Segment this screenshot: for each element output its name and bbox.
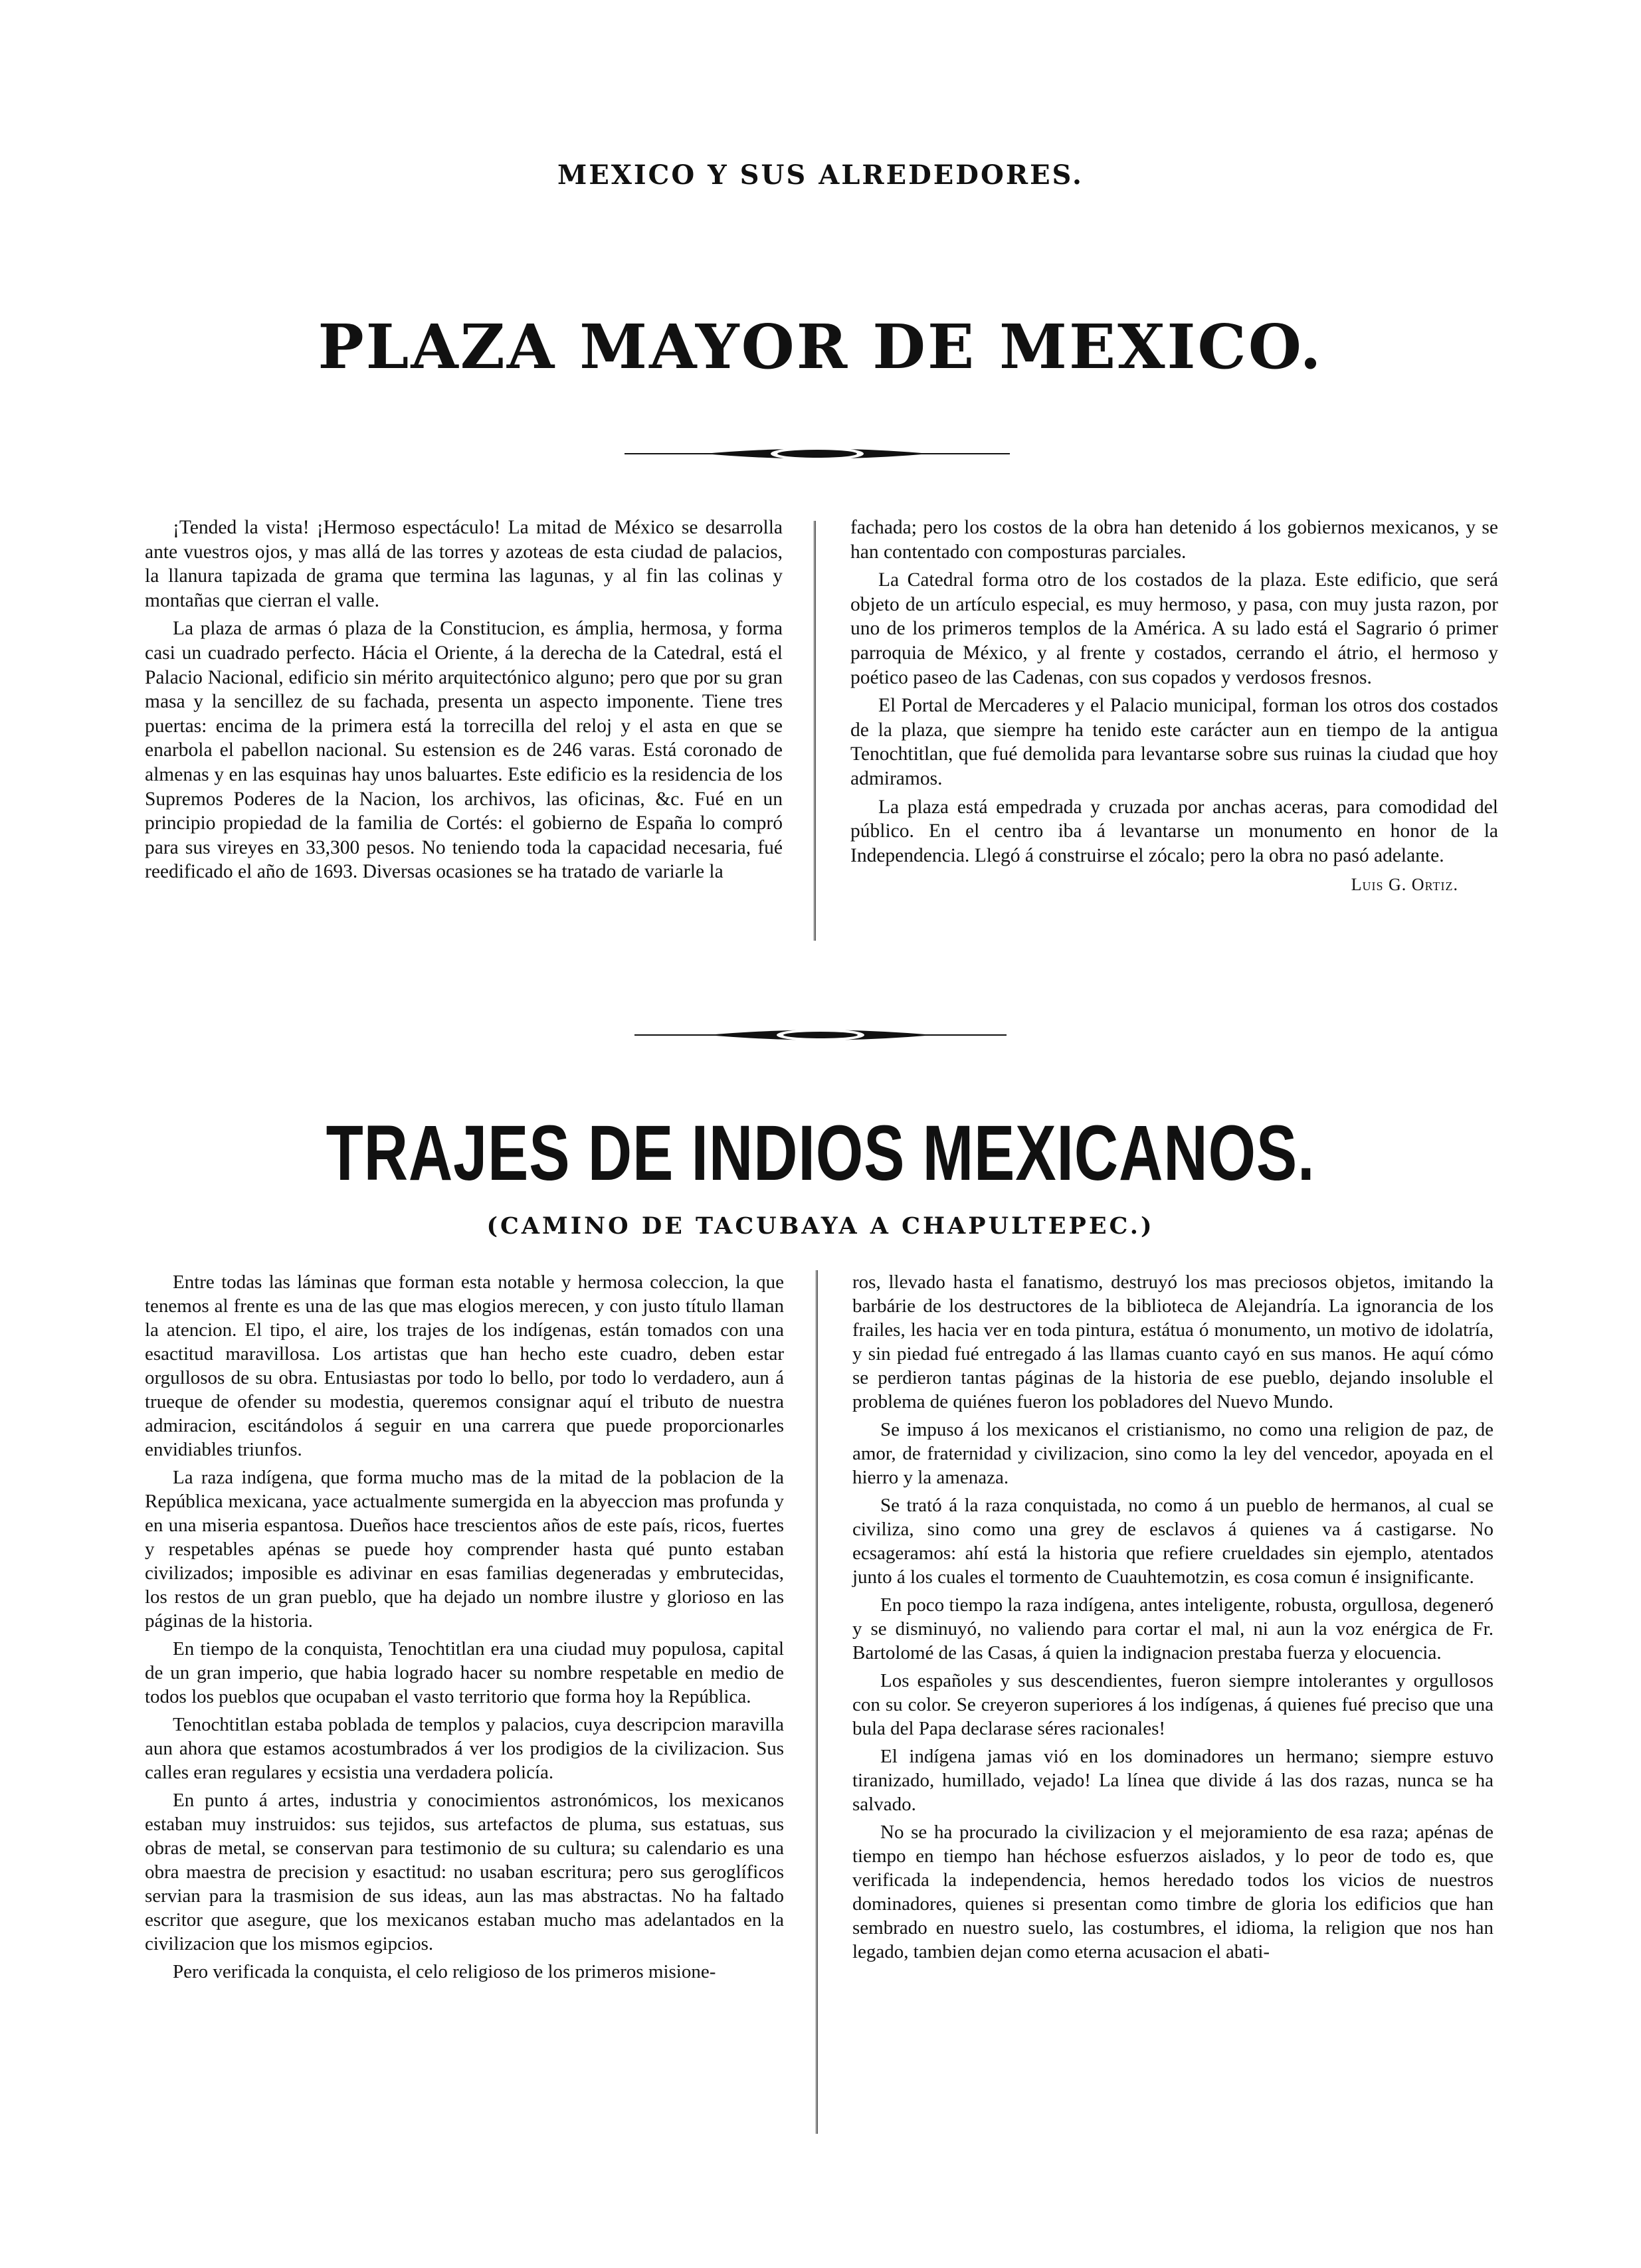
paragraph: ros, llevado hasta el fanatismo, destruyó los mas preciosos objetos, imitando la barbárie de los destructores de la biblioteca de Alejandría. La ignorancia de los frailes, les hacia ver en toda pintura, estátua ó monumento, un motivo de idolatría, y sin piedad fué entregado á las llamas cuanto cayó en sus manos. He aquí cómo se perdieron tantas páginas de la historia de ese pueblo, dejando insoluble el problema de quiénes fueron los pobladores del Nuevo Mundo. [852,1272,1494,1412]
article1-right-column [850,516,1498,898]
article-subtitle: (CAMINO DE TACUBAYA A CHAPULTEPEC.) [486,1212,1155,1240]
paragraph: No se ha procurado la civilizacion y el mejoramiento de esa raza; apénas de tiempo en tiempo han héchose esfuerzos aislados, y lo peor de todo es, que verificada la independencia, hemos heredado todos los vicios de nuestros dominadores, quienes si presentan como timbre de gloria los edificios que han sembrado en nuestro suelo, las costumbres, el idioma, la religion que nos han legado, tambien dejan como eterna acusacion el abati- [852,1822,1494,1962]
ornamental-divider-1 [625,445,1010,462]
column-rule-1 [814,521,816,941]
paragraph: Se trató á la raza conquistada, no como á un pueblo de hermanos, al cual se civiliza, sino como una grey de esclavos á quienes va á castigarse. No ecsageramos: ahí está la historia que refiere crueldades sin ejemplo, atentados junto á los cuales el tormento de Cuauhtemotzin, es cosa comun é insignificante. [852,1495,1494,1588]
paragraph: En tiempo de la conquista, Tenochtitlan era una ciudad muy populosa, capital de un gran imperio, que habia logrado hacer su nombre respetable en medio de todos los pueblos que ocupaban el vasto territorio que forma hoy la República. [145,1638,784,1707]
author-signature: Luis G. Ortiz. [1351,875,1458,895]
paragraph: ¡Tended la vista! ¡Hermoso espectáculo! La mitad de México se desarrolla ante vuestros ojos, y mas allá de las torres y azoteas de esta ciudad de palacios, la llanura tapizada de grama que termina las lagunas, y al fin las colinas y montañas que cierran el valle. [145,517,783,611]
paragraph: El Portal de Mercaderes y el Palacio municipal, forman los otros dos costados de la plaza, que siempre ha tenido este carácter aun en tiempo de la antigua Tenochtitlan, que fué demolida para levantarse sobre sus ruinas la ciudad que hoy admiramos. [850,695,1498,789]
paragraph: fachada; pero los costos de la obra han detenido á los gobiernos mexicanos, y se han contentado con composturas parciales. [850,517,1498,563]
paragraph: La raza indígena, que forma mucho mas de la mitad de la poblacion de la República mexicana, yace actualmente sumergida en la abyeccion mas profunda y en una miseria espantosa. Dueños hace trescientos años de este país, ricos, fuertes y respetables apénas se puede hoy comprender hasta qué punto estaban civilizados; imposible es adivinar en esas familias degeneradas y embrutecidas, los restos de un gran pueblo, que ha dejado un nombre ilustre y glorioso en las páginas de la historia. [145,1467,784,1632]
paragraph: Tenochtitlan estaba poblada de templos y palacios, cuya descripcion maravilla aun ahora que estamos acostumbrados á ver los prodigios de la civilizacion. Sus calles eran regulares y ecsistia una verdadera policía. [145,1714,784,1783]
article-title-trajes-de-indios: TRAJES DE INDIOS MEXICANOS. [326,1109,1315,1197]
paragraph: Se impuso á los mexicanos el cristianismo, no como una religion de paz, de amor, de fraternidad y civilizacion, sino como la ley del vencedor, apoyada en el hierro y la amenaza. [852,1419,1494,1488]
paragraph: En punto á artes, industria y conocimientos astronómicos, los mexicanos estaban muy instruidos: sus tejidos, sus artefactos de pluma, sus estatuas, sus obras de metal, se conservan para testimonio de su cultura; su calendario es una obra maestra de precision y esactitud: no usaban escritura; pero sus geroglíficos servian para la trasmision de sus ideas, aun las mas abstractas. No ha faltado escritor que asegure, que los mexicanos estaban mucho mas adelantados en la civilizacion que los mismos egipcios. [145,1790,784,1954]
ornamental-divider-2 [634,1026,1007,1044]
article2-left-column [145,1270,784,1984]
column-rule-2 [816,1270,818,2134]
paragraph: Entre todas las láminas que forman esta notable y hermosa coleccion, la que tenemos al frente es una de las que mas elogios merecen, y con justo título llaman la atencion. El tipo, el aire, los trajes de los indígenas, están tomados con una esactitud maravillosa. Los artistas que han hecho este cuadro, deben estar orgullosos de su obra. Entusiastas por todo lo bello, por todo lo verdadero, aun á trueque de ofender su modestia, queremos consignar aquí el tributo de nuestra admiracion, escitándolos á seguir en una carrera que puede proporcionarles envidiables triunfos. [145,1272,784,1460]
article1-left-column [145,516,783,884]
paragraph: La Catedral forma otro de los costados de la plaza. Este edificio, que será objeto de un artículo especial, es muy hermoso, y pasa, con muy justa razon, por uno de los primeros templos de la América. A su lado está el Sagrario ó primer parroquia de México, y al frente y costados, cerrando el átrio, el hermoso y poético paseo de las Cadenas, con sus copados y verdosos fresnos. [850,569,1498,688]
running-head: MEXICO Y SUS ALREDEDORES. [557,159,1084,191]
paragraph: Los españoles y sus descendientes, fueron siempre intolerantes y orgullosos con su color. Se creyeron superiores á los indígenas, á quienes fué preciso que una bula del Papa declarase séres racionales! [852,1670,1494,1739]
paragraph: En poco tiempo la raza indígena, antes inteligente, robusta, orgullosa, degeneró y se disminuyó, no valiendo para cortar el mal, ni aun la voz enérgica de Fr. Bartolomé de las Casas, á quien la indignacion prestaba fuerza y elocuencia. [852,1594,1494,1663]
paragraph: El indígena jamas vió en los dominadores un hermano; siempre estuvo tiranizado, humillado, vejado! La línea que divide á las dos razas, nunca se ha salvado. [852,1746,1494,1815]
paragraph: La plaza está empedrada y cruzada por anchas aceras, para comodidad del público. En el centro iba á levantarse un monumento en honor de la Independencia. Llegó á construirse el zócalo; pero la obra no pasó adelante. [850,796,1498,866]
paragraph: La plaza de armas ó plaza de la Constitucion, es ámplia, hermosa, y forma casi un cuadrado perfecto. Hácia el Oriente, á la derecha de la Catedral, está el Palacio Nacional, edificio sin mérito arquitectónico alguno; pero que por su gran masa y la sencillez de su fachada, presenta un aspecto imponente. Tiene tres puertas: encima de la primera está la torrecilla del reloj y el asta en que se enarbola el pabellon nacional. Su estension es de 246 varas. Está coronado de almenas y en las esquinas hay unos baluartes. Este edificio es la residencia de los Supremos Poderes de la Nacion, los archivos, las oficinas, &c. Fué en un principio propiedad de la familia de Cortés: el gobierno de España lo compró para sus vireyes en 33,300 pesos. No teniendo toda la capacidad necesaria, fué reedificado el año de 1693. Diversas ocasiones se ha tratado de variarle la [145,618,783,883]
article-title-plaza-mayor: PLAZA MAYOR DE MEXICO. [318,311,1323,383]
paragraph: Pero verificada la conquista, el celo religioso de los primeros misione- [173,1961,716,1982]
article2-right-column [852,1270,1494,1964]
